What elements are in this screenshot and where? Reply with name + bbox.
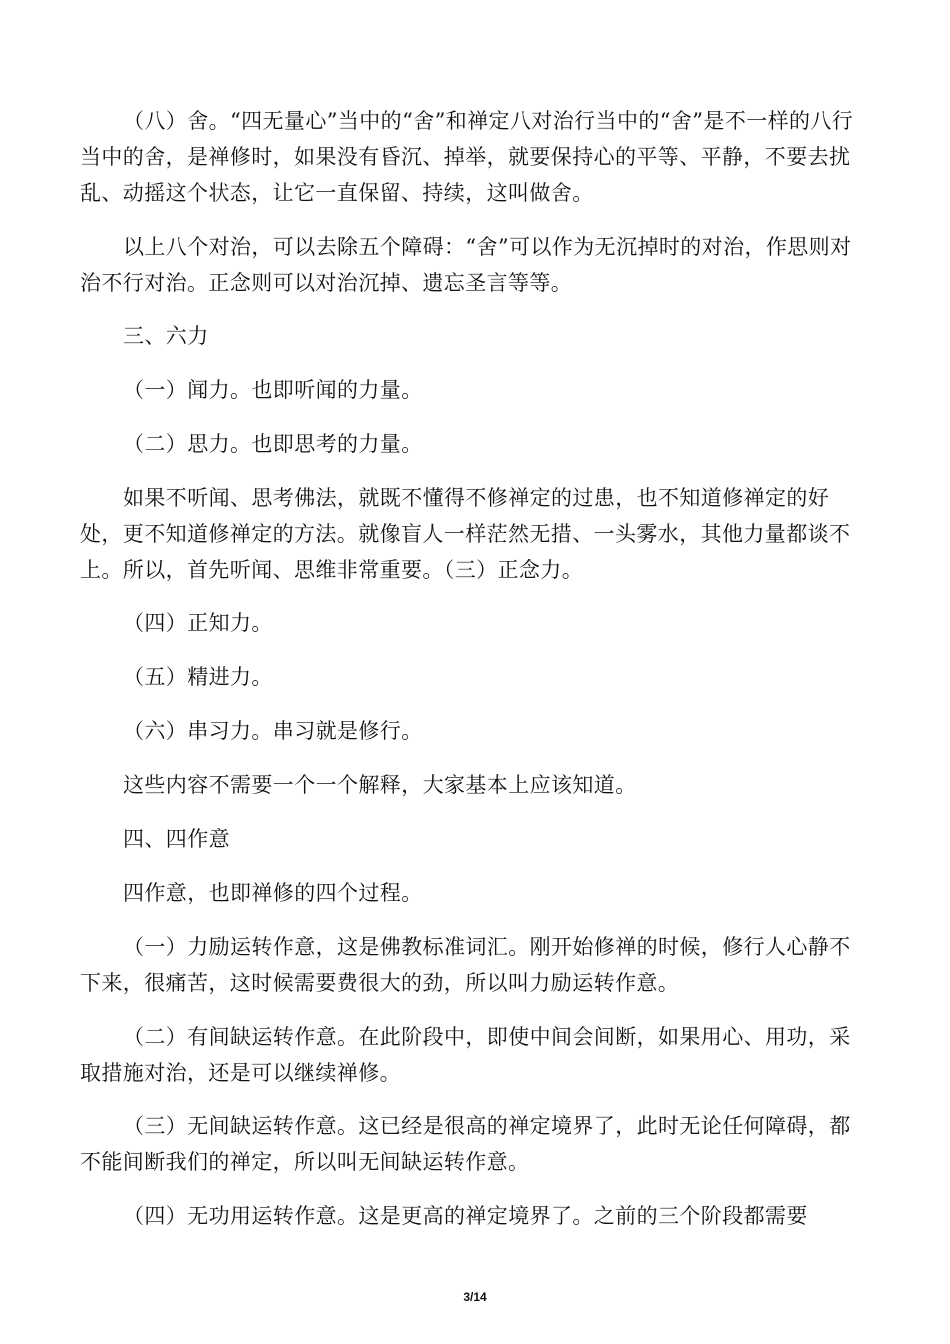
paragraph-power-diligence: （五）精进力。 — [123, 665, 273, 689]
paragraph-eight-antidotes-summary: 以上八个对治，可以去除五个障碍：“舍”可以作为无沉掉时的对治，作思则对治不行对治。正念则可以对治沉掉、遗忘圣言等等。 — [80, 235, 852, 295]
paragraph-engagement-uninterrupted: （三）无间缺运转作意。这已经是很高的禅定境界了，此时无论任何障碍，都不能间断我们的禅定，所以叫无间缺运转作意。 — [80, 1114, 851, 1174]
paragraph-engagement-effortless: （四）无功用运转作意。这是更高的禅定境界了。之前的三个阶段都需要 — [123, 1204, 808, 1228]
paragraph-importance-of-hearing: 如果不听闻、思考佛法，就既不懂得不修禅定的过患，也不知道修禅定的好处，更不知道修禅定的方法。就像盲人一样茫然无措、一头雾水，其他力量都谈不上。所以，首先听闻、思维非常重要。（三）正念力。 — [80, 486, 851, 582]
heading-six-powers: 三、六力 — [123, 324, 209, 348]
paragraph-engagement-interrupted: （二）有间缺运转作意。在此阶段中，即使中间会间断，如果用心、用功，采取措施对治，还是可以继续禅修。 — [80, 1025, 851, 1085]
paragraph-engagement-forcible: （一）力励运转作意，这是佛教标准词汇。刚开始修禅的时候，修行人心静不下来，很痛苦，这时候需要费很大的劲，所以叫力励运转作意。 — [80, 935, 851, 995]
paragraph-she: （八）舍。“四无量心”当中的“舍”和禅定八对治行当中的“舍”是不一样的八行当中的舍，是禅修时，如果没有昏沉、掉举，就要保持心的平等、平静，不要去扰乱、动摇这个状态，让它一直保留、持续，这叫做舍。 — [80, 109, 854, 205]
heading-four-mental-engagements: 四、四作意 — [123, 827, 230, 851]
paragraph-four-engagements-intro: 四作意，也即禅修的四个过程。 — [123, 881, 423, 905]
paragraph-power-habituation: （六）串习力。串习就是修行。 — [123, 719, 423, 743]
paragraph-no-explanation-needed: 这些内容不需要一个一个解释，大家基本上应该知道。 — [123, 773, 637, 797]
paragraph-power-thinking: （二）思力。也即思考的力量。 — [123, 432, 423, 456]
page-number: 3/14 — [463, 1290, 487, 1304]
paragraph-power-hearing: （一）闻力。也即听闻的力量。 — [123, 378, 423, 402]
paragraph-power-awareness: （四）正知力。 — [123, 611, 273, 635]
